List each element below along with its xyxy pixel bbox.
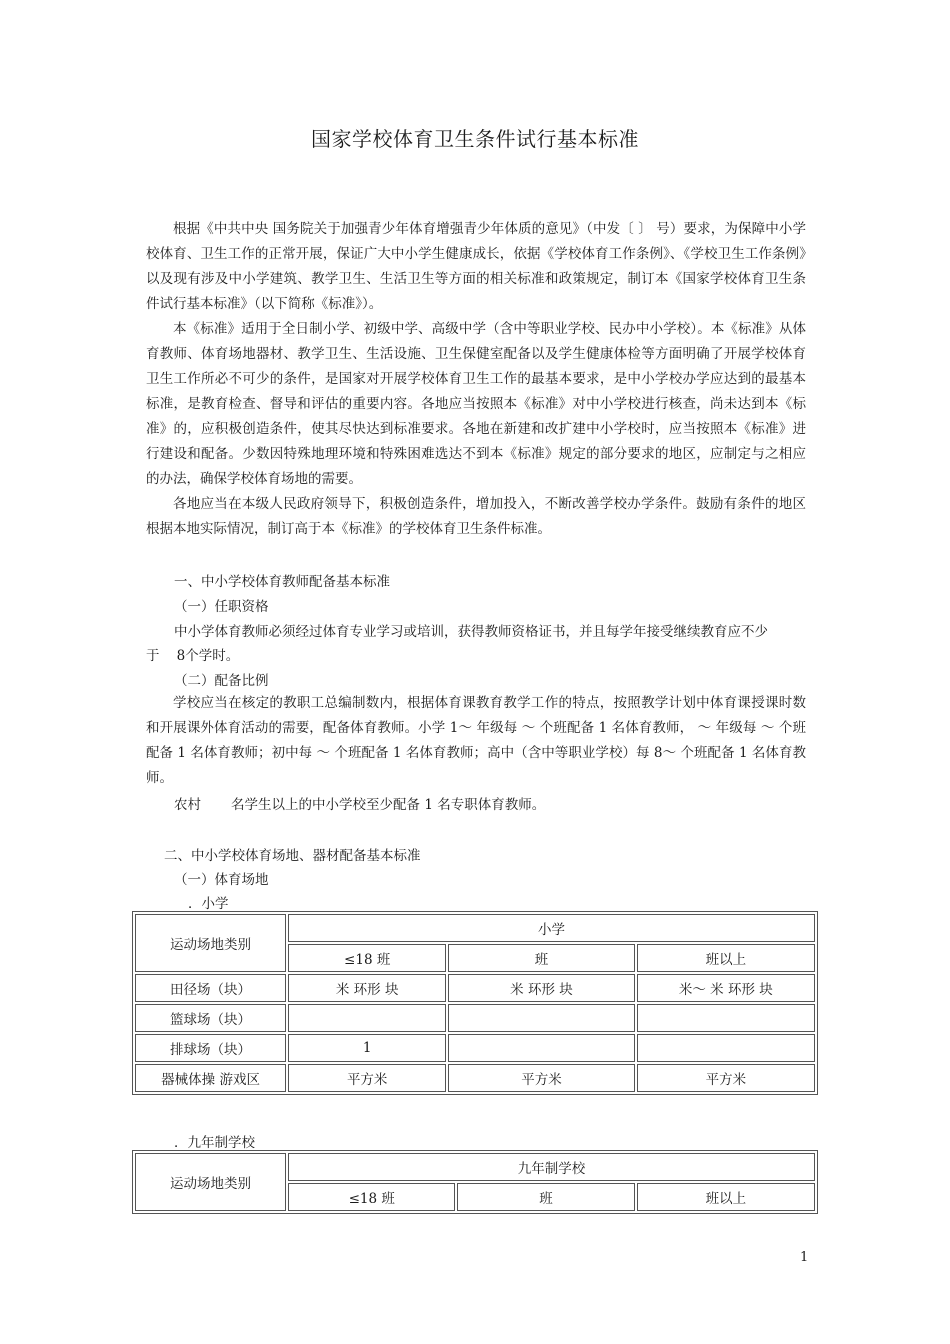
table-row	[135, 1064, 815, 1092]
col-header-cell: 班以上	[637, 944, 815, 972]
rural-requirement: 农村 名学生以上的中小学校至少配备 1 名专职体育教师。	[174, 797, 546, 813]
section1-sub1-heading: （一）任职资格	[174, 599, 269, 615]
table-row	[135, 1004, 815, 1032]
intro-paragraph-2: 本《标准》适用于全日制小学、初级中学、高级中学（含中等职业学校、民办中小学校）。本《标准》从体育教师、体育场地器材、教学卫生、生活设施、卫生保健室配备以及学生健康体检等方面明确了开展学校体育卫生工作所必不可少的条件，是国家对开展学校体育卫生工作的最基本要求，是中小学校办学应达到的最基本标准，是教育检查、督导和评估的重要内容。各地应当按照本《标准》对中小学校进行核查，尚未达到本《标准》的，应积极创造条件，使其尽快达到标准要求。各地在新建和改扩建中小学校时，应当按照本《标准》进行建设和配备。少数因特殊地理环境和特殊困难选达不到本《标准》规定的部分要求的地区，应制定与之相应的办法，确保学校体育场地的需要。	[146, 321, 806, 487]
table-cell: 1	[288, 1034, 446, 1062]
table-cell	[637, 1004, 815, 1032]
group-header-cell: 小学	[288, 914, 815, 942]
row-label-cell: 田径场（块）	[135, 974, 286, 1002]
col-header-cell: ≤18 班	[288, 1183, 455, 1211]
intro-paragraph-1: 根据《中共中央 国务院关于加强青少年体育增强青少年体质的意见》（中发〔 〕 号）要求，为保障中小学校体育、卫生工作的正常开展，保证广大中小学生健康成长，依据《学校体育工作条例》、《学校卫生工作条例》以及现有涉及中小学建筑、教学卫生、生活卫生等方面的相关标准和政策规定，制订本《国家学校体育卫生条件试行基本标准》（以下简称《标准》）。	[146, 221, 806, 312]
table-cell: 米～ 米 环形 块	[637, 974, 815, 1002]
table-cell	[288, 1004, 446, 1032]
table-cell: 平方米	[288, 1064, 446, 1092]
table-cell: 米 环形 块	[288, 974, 446, 1002]
page-title: 国家学校体育卫生条件试行基本标准	[311, 127, 639, 151]
table-cell	[448, 1034, 634, 1062]
row-header-cell: 运动场地类别	[135, 1153, 286, 1211]
nine-year-school-table	[132, 1150, 818, 1214]
row-label-cell: 器械体操 游戏区	[135, 1064, 286, 1092]
section1-sub1-text-line1: 中小学体育教师必须经过体育专业学习或培训，获得教师资格证书，并且每学年接受继续教育应不少	[174, 624, 768, 640]
row-header-cell: 运动场地类别	[135, 914, 286, 972]
page-number: 1	[800, 1250, 809, 1265]
section2-sub1-heading: （一）体育场地	[174, 872, 269, 888]
section2-heading: 二、中小学校体育场地、器材配备基本标准	[164, 848, 421, 864]
col-header-cell: ≤18 班	[288, 944, 446, 972]
section1-sub2-block	[146, 691, 806, 791]
col-header-cell: 班	[448, 944, 634, 972]
table-cell: 平方米	[448, 1064, 634, 1092]
section1-sub1-text-line2: 于 8个学时。	[146, 648, 240, 664]
intro-block	[146, 217, 806, 542]
table-cell: 米 环形 块	[448, 974, 634, 1002]
col-header-cell: 班	[457, 1183, 634, 1211]
section1-sub2-heading: （二）配备比例	[174, 673, 269, 689]
row-label-cell: 排球场（块）	[135, 1034, 286, 1062]
table-row	[135, 1034, 815, 1062]
primary-school-table	[132, 911, 818, 1095]
table-row	[135, 974, 815, 1002]
table-cell	[448, 1004, 634, 1032]
intro-paragraph-3: 各地应当在本级人民政府领导下，积极创造条件，增加投入，不断改善学校办学条件。鼓励有条件的地区根据本地实际情况，制订高于本《标准》的学校体育卫生条件标准。	[146, 496, 806, 537]
group-header-cell: 九年制学校	[288, 1153, 815, 1181]
nine-year-table-label: ．九年制学校	[174, 1135, 255, 1151]
row-label-cell: 篮球场（块）	[135, 1004, 286, 1032]
section1-heading: 一、中小学校体育教师配备基本标准	[174, 574, 390, 590]
primary-table-label: ．小学	[188, 896, 229, 912]
table-cell: 平方米	[637, 1064, 815, 1092]
section1-sub2-text: 学校应当在核定的教职工总编制数内，根据体育课教育教学工作的特点，按照教学计划中体育课授课时数和开展课外体育活动的需要，配备体育教师。小学 1～ 年级每 ～ 个班配备 1 名体育教师， ～ 年级每 ～ 个班配备 1 名体育教师；初中每 ～ 个班配备 1 名体育教师；高中（含中等职业学校）每 8～ 个班配备 1 名体育教师。	[146, 695, 806, 786]
col-header-cell: 班以上	[637, 1183, 815, 1211]
table-cell	[637, 1034, 815, 1062]
